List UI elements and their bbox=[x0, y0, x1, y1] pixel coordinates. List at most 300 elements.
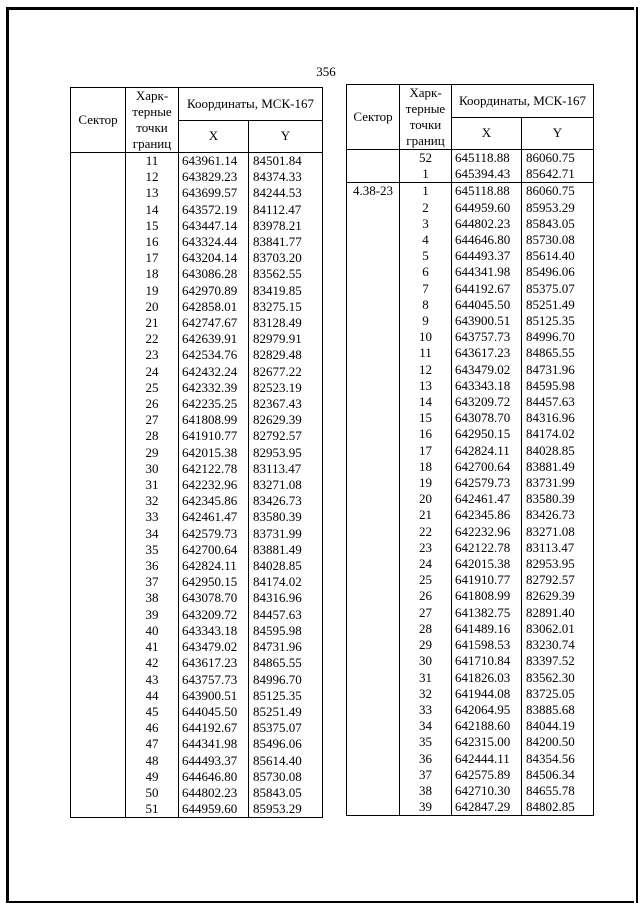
table-row bbox=[71, 655, 323, 671]
x-coordinate-cell: 642461.47 bbox=[452, 491, 522, 507]
x-coordinate-cell: 642345.86 bbox=[179, 493, 249, 509]
table-row bbox=[347, 166, 594, 183]
point-cell: 18 bbox=[400, 459, 452, 475]
sector-cell bbox=[71, 202, 126, 218]
sector-cell: 4.38-23 bbox=[347, 183, 400, 200]
point-cell: 36 bbox=[126, 558, 179, 574]
point-cell: 15 bbox=[400, 410, 452, 426]
sector-cell bbox=[347, 621, 400, 637]
point-cell: 33 bbox=[400, 702, 452, 718]
sector-cell bbox=[71, 542, 126, 558]
x-coordinate-cell: 642444.11 bbox=[452, 751, 522, 767]
table-row bbox=[347, 540, 594, 556]
x-coordinate-cell: 645394.43 bbox=[452, 166, 522, 183]
sector-cell bbox=[347, 248, 400, 264]
y-coordinate-cell: 83725.05 bbox=[522, 686, 594, 702]
header-coordinates: Координаты, МСК-167 bbox=[452, 85, 594, 118]
y-coordinate-cell: 85125.35 bbox=[522, 313, 594, 329]
table-row bbox=[347, 605, 594, 621]
y-coordinate-cell: 84354.56 bbox=[522, 751, 594, 767]
point-cell: 30 bbox=[400, 653, 452, 669]
x-coordinate-cell: 642188.60 bbox=[452, 718, 522, 734]
table-row bbox=[347, 572, 594, 588]
x-coordinate-cell: 642461.47 bbox=[179, 509, 249, 525]
point-cell: 1 bbox=[400, 166, 452, 183]
y-coordinate-cell: 83426.73 bbox=[249, 493, 323, 509]
y-coordinate-cell: 82891.40 bbox=[522, 605, 594, 621]
point-cell: 31 bbox=[126, 477, 179, 493]
table-row bbox=[347, 799, 594, 816]
point-cell: 16 bbox=[126, 234, 179, 250]
table-body-right bbox=[347, 150, 594, 816]
point-cell: 11 bbox=[126, 153, 179, 170]
sector-cell bbox=[71, 331, 126, 347]
point-cell: 28 bbox=[126, 428, 179, 444]
point-cell: 27 bbox=[126, 412, 179, 428]
sector-cell bbox=[347, 572, 400, 588]
coordinates-table-left bbox=[70, 87, 323, 818]
y-coordinate-cell: 82367.43 bbox=[249, 396, 323, 412]
table-row bbox=[347, 443, 594, 459]
table-row bbox=[347, 734, 594, 750]
x-coordinate-cell: 643829.23 bbox=[179, 169, 249, 185]
x-coordinate-cell: 642579.73 bbox=[179, 526, 249, 542]
sector-cell bbox=[71, 185, 126, 201]
y-coordinate-cell: 83271.08 bbox=[249, 477, 323, 493]
table-row bbox=[347, 216, 594, 232]
sector-cell bbox=[347, 588, 400, 604]
table-row bbox=[71, 428, 323, 444]
point-cell: 13 bbox=[126, 185, 179, 201]
y-coordinate-cell: 84731.96 bbox=[522, 362, 594, 378]
y-coordinate-cell: 84374.33 bbox=[249, 169, 323, 185]
x-coordinate-cell: 643961.14 bbox=[179, 153, 249, 170]
y-coordinate-cell: 84457.63 bbox=[522, 394, 594, 410]
x-coordinate-cell: 643343.18 bbox=[179, 623, 249, 639]
sector-cell bbox=[347, 264, 400, 280]
sector-cell bbox=[347, 200, 400, 216]
y-coordinate-cell: 82792.57 bbox=[522, 572, 594, 588]
table-row bbox=[71, 218, 323, 234]
table-row bbox=[347, 653, 594, 669]
point-cell: 9 bbox=[400, 313, 452, 329]
y-coordinate-cell: 84316.96 bbox=[522, 410, 594, 426]
point-cell: 27 bbox=[400, 605, 452, 621]
point-cell: 47 bbox=[126, 736, 179, 752]
y-coordinate-cell: 84316.96 bbox=[249, 590, 323, 606]
y-coordinate-cell: 83562.55 bbox=[249, 266, 323, 282]
table-row bbox=[71, 331, 323, 347]
x-coordinate-cell: 644646.80 bbox=[179, 769, 249, 785]
point-cell: 34 bbox=[400, 718, 452, 734]
y-coordinate-cell: 85125.35 bbox=[249, 688, 323, 704]
x-coordinate-cell: 645118.88 bbox=[452, 183, 522, 200]
point-cell: 22 bbox=[400, 524, 452, 540]
x-coordinate-cell: 642064.95 bbox=[452, 702, 522, 718]
header-y: Y bbox=[249, 120, 323, 153]
table-row bbox=[71, 202, 323, 218]
y-coordinate-cell: 82953.95 bbox=[249, 445, 323, 461]
y-coordinate-cell: 83731.99 bbox=[249, 526, 323, 542]
table-body-left bbox=[71, 153, 323, 818]
x-coordinate-cell: 643343.18 bbox=[452, 378, 522, 394]
x-coordinate-cell: 642858.01 bbox=[179, 299, 249, 315]
sector-cell bbox=[71, 509, 126, 525]
point-cell: 36 bbox=[400, 751, 452, 767]
point-cell: 8 bbox=[400, 297, 452, 313]
sector-cell bbox=[71, 347, 126, 363]
y-coordinate-cell: 84655.78 bbox=[522, 783, 594, 799]
x-coordinate-cell: 643617.23 bbox=[452, 345, 522, 361]
x-coordinate-cell: 643699.57 bbox=[179, 185, 249, 201]
sector-cell bbox=[347, 362, 400, 378]
x-coordinate-cell: 642579.73 bbox=[452, 475, 522, 491]
point-cell: 39 bbox=[400, 799, 452, 816]
table-row bbox=[347, 459, 594, 475]
table-row bbox=[71, 266, 323, 282]
y-coordinate-cell: 85496.06 bbox=[249, 736, 323, 752]
x-coordinate-cell: 642639.91 bbox=[179, 331, 249, 347]
y-coordinate-cell: 85496.06 bbox=[522, 264, 594, 280]
point-cell: 7 bbox=[400, 281, 452, 297]
y-coordinate-cell: 83128.49 bbox=[249, 315, 323, 331]
sector-cell bbox=[347, 491, 400, 507]
table-row bbox=[71, 153, 323, 170]
point-cell: 5 bbox=[400, 248, 452, 264]
x-coordinate-cell: 644045.50 bbox=[452, 297, 522, 313]
y-coordinate-cell: 83426.73 bbox=[522, 507, 594, 523]
point-cell: 51 bbox=[126, 801, 179, 818]
header-y: Y bbox=[522, 117, 594, 150]
page-frame-left bbox=[6, 7, 9, 903]
point-cell: 44 bbox=[126, 688, 179, 704]
x-coordinate-cell: 644646.80 bbox=[452, 232, 522, 248]
sector-cell bbox=[347, 670, 400, 686]
sector-cell bbox=[347, 653, 400, 669]
table-row bbox=[71, 542, 323, 558]
point-cell: 39 bbox=[126, 607, 179, 623]
y-coordinate-cell: 84200.50 bbox=[522, 734, 594, 750]
x-coordinate-cell: 641710.84 bbox=[452, 653, 522, 669]
sector-cell bbox=[347, 459, 400, 475]
table-row bbox=[347, 329, 594, 345]
sector-cell bbox=[71, 639, 126, 655]
table-row bbox=[71, 250, 323, 266]
sector-cell bbox=[71, 801, 126, 818]
point-cell: 37 bbox=[126, 574, 179, 590]
point-cell: 24 bbox=[400, 556, 452, 572]
table-row bbox=[347, 426, 594, 442]
table-row bbox=[347, 264, 594, 280]
sector-cell bbox=[347, 605, 400, 621]
x-coordinate-cell: 644192.67 bbox=[452, 281, 522, 297]
x-coordinate-cell: 642315.00 bbox=[452, 734, 522, 750]
table-row bbox=[71, 445, 323, 461]
x-coordinate-cell: 642432.24 bbox=[179, 364, 249, 380]
sector-cell bbox=[347, 378, 400, 394]
x-coordinate-cell: 642015.38 bbox=[179, 445, 249, 461]
y-coordinate-cell: 83881.49 bbox=[522, 459, 594, 475]
point-cell: 29 bbox=[126, 445, 179, 461]
sector-cell bbox=[71, 526, 126, 542]
y-coordinate-cell: 83113.47 bbox=[522, 540, 594, 556]
table-row bbox=[71, 753, 323, 769]
page-frame-bottom bbox=[6, 901, 634, 903]
y-coordinate-cell: 83562.30 bbox=[522, 670, 594, 686]
header-char-points: Харк-терные точки границ bbox=[126, 88, 179, 153]
point-cell: 12 bbox=[400, 362, 452, 378]
table-row bbox=[347, 588, 594, 604]
x-coordinate-cell: 642332.39 bbox=[179, 380, 249, 396]
table-row bbox=[71, 590, 323, 606]
sector-cell bbox=[347, 297, 400, 313]
sector-cell bbox=[71, 704, 126, 720]
sector-cell bbox=[347, 799, 400, 816]
table-row bbox=[71, 526, 323, 542]
y-coordinate-cell: 83275.15 bbox=[249, 299, 323, 315]
y-coordinate-cell: 85730.08 bbox=[522, 232, 594, 248]
point-cell: 25 bbox=[400, 572, 452, 588]
y-coordinate-cell: 84174.02 bbox=[522, 426, 594, 442]
y-coordinate-cell: 84996.70 bbox=[249, 672, 323, 688]
coordinates-table-right bbox=[346, 84, 594, 816]
table-row bbox=[347, 702, 594, 718]
point-cell: 20 bbox=[126, 299, 179, 315]
x-coordinate-cell: 643324.44 bbox=[179, 234, 249, 250]
page-frame-top bbox=[6, 7, 634, 10]
x-coordinate-cell: 644802.23 bbox=[452, 216, 522, 232]
sector-cell bbox=[71, 590, 126, 606]
point-cell: 26 bbox=[400, 588, 452, 604]
sector-cell bbox=[347, 443, 400, 459]
table-row bbox=[347, 362, 594, 378]
sector-cell bbox=[71, 283, 126, 299]
y-coordinate-cell: 83230.74 bbox=[522, 637, 594, 653]
point-cell: 20 bbox=[400, 491, 452, 507]
x-coordinate-cell: 642824.11 bbox=[452, 443, 522, 459]
x-coordinate-cell: 641910.77 bbox=[179, 428, 249, 444]
point-cell: 21 bbox=[400, 507, 452, 523]
y-coordinate-cell: 84996.70 bbox=[522, 329, 594, 345]
sector-cell bbox=[347, 329, 400, 345]
x-coordinate-cell: 643479.02 bbox=[179, 639, 249, 655]
y-coordinate-cell: 83841.77 bbox=[249, 234, 323, 250]
x-coordinate-cell: 643078.70 bbox=[452, 410, 522, 426]
table-row bbox=[71, 315, 323, 331]
point-cell: 45 bbox=[126, 704, 179, 720]
sector-cell bbox=[347, 686, 400, 702]
header-sector: Сектор bbox=[71, 88, 126, 153]
table-row bbox=[347, 248, 594, 264]
sector-cell bbox=[347, 166, 400, 183]
table-row bbox=[71, 509, 323, 525]
table-row bbox=[347, 345, 594, 361]
table-row bbox=[347, 556, 594, 572]
y-coordinate-cell: 83580.39 bbox=[249, 509, 323, 525]
x-coordinate-cell: 642232.96 bbox=[179, 477, 249, 493]
table-row bbox=[347, 200, 594, 216]
table-row bbox=[347, 150, 594, 167]
x-coordinate-cell: 644959.60 bbox=[179, 801, 249, 818]
y-coordinate-cell: 86060.75 bbox=[522, 183, 594, 200]
x-coordinate-cell: 642015.38 bbox=[452, 556, 522, 572]
y-coordinate-cell: 84044.19 bbox=[522, 718, 594, 734]
table-row bbox=[347, 751, 594, 767]
x-coordinate-cell: 642950.15 bbox=[452, 426, 522, 442]
x-coordinate-cell: 643757.73 bbox=[179, 672, 249, 688]
sector-cell bbox=[71, 266, 126, 282]
sector-cell bbox=[71, 218, 126, 234]
sector-cell bbox=[347, 556, 400, 572]
table-row bbox=[347, 621, 594, 637]
table-row bbox=[71, 299, 323, 315]
table-row bbox=[71, 396, 323, 412]
sector-cell bbox=[347, 345, 400, 361]
table-row bbox=[347, 394, 594, 410]
sector-cell bbox=[347, 475, 400, 491]
point-cell: 6 bbox=[400, 264, 452, 280]
sector-cell bbox=[71, 315, 126, 331]
point-cell: 29 bbox=[400, 637, 452, 653]
table-row bbox=[347, 410, 594, 426]
x-coordinate-cell: 641382.75 bbox=[452, 605, 522, 621]
page-frame-right bbox=[636, 7, 638, 903]
point-cell: 12 bbox=[126, 169, 179, 185]
y-coordinate-cell: 84028.85 bbox=[249, 558, 323, 574]
point-cell: 15 bbox=[126, 218, 179, 234]
table-row bbox=[347, 686, 594, 702]
sector-cell bbox=[347, 540, 400, 556]
table-row bbox=[71, 558, 323, 574]
sector-cell bbox=[347, 524, 400, 540]
sector-cell bbox=[71, 380, 126, 396]
x-coordinate-cell: 643209.72 bbox=[179, 607, 249, 623]
sector-cell bbox=[347, 637, 400, 653]
y-coordinate-cell: 85375.07 bbox=[249, 720, 323, 736]
table-row bbox=[71, 347, 323, 363]
table-row bbox=[71, 720, 323, 736]
header-x: X bbox=[452, 117, 522, 150]
point-cell: 21 bbox=[126, 315, 179, 331]
x-coordinate-cell: 643479.02 bbox=[452, 362, 522, 378]
table-row bbox=[347, 297, 594, 313]
x-coordinate-cell: 643204.14 bbox=[179, 250, 249, 266]
y-coordinate-cell: 83580.39 bbox=[522, 491, 594, 507]
sector-cell bbox=[71, 153, 126, 170]
x-coordinate-cell: 644341.98 bbox=[452, 264, 522, 280]
x-coordinate-cell: 644341.98 bbox=[179, 736, 249, 752]
x-coordinate-cell: 642950.15 bbox=[179, 574, 249, 590]
x-coordinate-cell: 643900.51 bbox=[179, 688, 249, 704]
y-coordinate-cell: 85375.07 bbox=[522, 281, 594, 297]
point-cell: 43 bbox=[126, 672, 179, 688]
y-coordinate-cell: 82629.39 bbox=[249, 412, 323, 428]
x-coordinate-cell: 641826.03 bbox=[452, 670, 522, 686]
sector-cell bbox=[71, 558, 126, 574]
sector-cell bbox=[71, 753, 126, 769]
point-cell: 42 bbox=[126, 655, 179, 671]
table-row bbox=[71, 607, 323, 623]
sector-cell bbox=[347, 281, 400, 297]
table-row bbox=[71, 461, 323, 477]
point-cell: 3 bbox=[400, 216, 452, 232]
table-row bbox=[347, 783, 594, 799]
x-coordinate-cell: 643447.14 bbox=[179, 218, 249, 234]
x-coordinate-cell: 641910.77 bbox=[452, 572, 522, 588]
x-coordinate-cell: 642232.96 bbox=[452, 524, 522, 540]
x-coordinate-cell: 642122.78 bbox=[179, 461, 249, 477]
point-cell: 30 bbox=[126, 461, 179, 477]
table-row bbox=[71, 736, 323, 752]
x-coordinate-cell: 641808.99 bbox=[179, 412, 249, 428]
sector-cell bbox=[347, 394, 400, 410]
x-coordinate-cell: 641944.08 bbox=[452, 686, 522, 702]
y-coordinate-cell: 85843.05 bbox=[522, 216, 594, 232]
point-cell: 25 bbox=[126, 380, 179, 396]
table-row bbox=[347, 670, 594, 686]
table-row bbox=[347, 491, 594, 507]
x-coordinate-cell: 641598.53 bbox=[452, 637, 522, 653]
sector-cell bbox=[71, 299, 126, 315]
point-cell: 52 bbox=[400, 150, 452, 167]
x-coordinate-cell: 642345.86 bbox=[452, 507, 522, 523]
point-cell: 17 bbox=[126, 250, 179, 266]
table-row bbox=[71, 283, 323, 299]
table-row bbox=[71, 623, 323, 639]
point-cell: 14 bbox=[400, 394, 452, 410]
y-coordinate-cell: 85953.29 bbox=[249, 801, 323, 818]
table-row bbox=[71, 574, 323, 590]
point-cell: 38 bbox=[126, 590, 179, 606]
x-coordinate-cell: 642970.89 bbox=[179, 283, 249, 299]
y-coordinate-cell: 83703.20 bbox=[249, 250, 323, 266]
sector-cell bbox=[347, 751, 400, 767]
page-number: 356 bbox=[316, 64, 336, 79]
sector-cell bbox=[71, 720, 126, 736]
sector-cell bbox=[71, 493, 126, 509]
table-row bbox=[71, 769, 323, 785]
x-coordinate-cell: 642747.67 bbox=[179, 315, 249, 331]
y-coordinate-cell: 84112.47 bbox=[249, 202, 323, 218]
sector-cell bbox=[71, 445, 126, 461]
point-cell: 16 bbox=[400, 426, 452, 442]
y-coordinate-cell: 83978.21 bbox=[249, 218, 323, 234]
point-cell: 23 bbox=[400, 540, 452, 556]
sector-cell bbox=[347, 767, 400, 783]
point-cell: 1 bbox=[400, 183, 452, 200]
table-row bbox=[71, 704, 323, 720]
x-coordinate-cell: 643572.19 bbox=[179, 202, 249, 218]
table-row bbox=[347, 183, 594, 200]
y-coordinate-cell: 85614.40 bbox=[249, 753, 323, 769]
table-row bbox=[347, 313, 594, 329]
table-row bbox=[71, 785, 323, 801]
table-row bbox=[71, 364, 323, 380]
y-coordinate-cell: 83419.85 bbox=[249, 283, 323, 299]
y-coordinate-cell: 83885.68 bbox=[522, 702, 594, 718]
table-row bbox=[347, 232, 594, 248]
y-coordinate-cell: 83271.08 bbox=[522, 524, 594, 540]
sector-cell bbox=[347, 426, 400, 442]
sector-cell bbox=[71, 574, 126, 590]
sector-cell bbox=[347, 718, 400, 734]
x-coordinate-cell: 644045.50 bbox=[179, 704, 249, 720]
point-cell: 32 bbox=[400, 686, 452, 702]
table-row bbox=[347, 718, 594, 734]
y-coordinate-cell: 84802.85 bbox=[522, 799, 594, 816]
table-row bbox=[71, 639, 323, 655]
sector-cell bbox=[71, 234, 126, 250]
